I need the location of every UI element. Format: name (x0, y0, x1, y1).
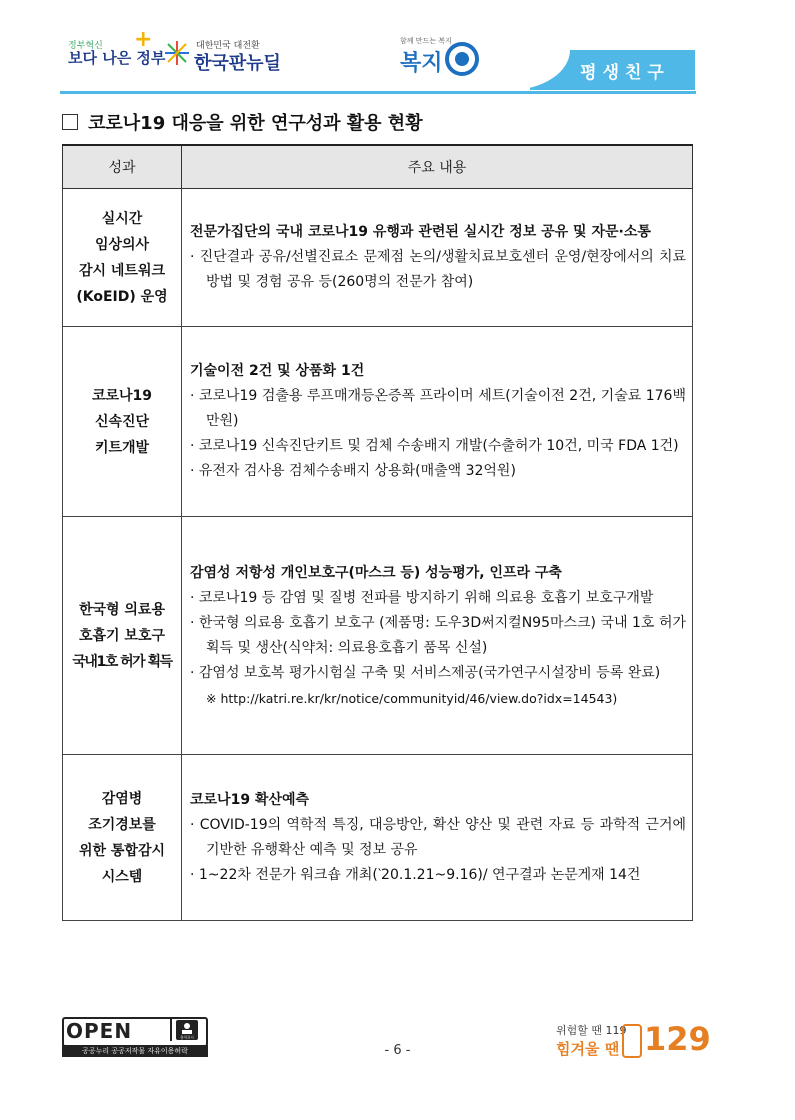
row-label-line: 신속진단 (94, 413, 150, 430)
hotline-big-text: 힘겨울 땐 (556, 1040, 620, 1058)
page-title (62, 109, 423, 135)
row-label-line: 조기경보를 (88, 816, 156, 833)
open-icon-label: 출처표시 (180, 1035, 194, 1040)
banner-title: 평생친구 (580, 63, 670, 83)
bullet-item: · 진단결과 공유/선별진료소 문제점 논의/생활치료보호센터 운영/현장에서의 치료방법 및 경험 공유 등(260명의 전문가 참여) (190, 249, 686, 290)
row-label-line: 임상의사 (94, 236, 150, 253)
column-header-content: 주요 내용 (182, 145, 693, 189)
bullet-item: · 코로나19 신속진단키트 및 검체 수송배지 개발(수출허가 10건, 미국 FDA 1건) (190, 438, 679, 454)
table-header-row (63, 145, 693, 189)
gov-innovation-logo (68, 27, 166, 67)
row-label-line: 감시 네트워크 (78, 262, 166, 279)
bullet-item: · 코로나19 검출용 루프매개등온증폭 프라이머 세트(기술이전 2건, 기술료 176백만원) (190, 388, 686, 429)
phone-icon (622, 1024, 642, 1058)
row-content (182, 327, 693, 517)
bullet-item: · 감염성 보호복 평가시험실 구축 및 서비스제공(국가연구시설장비 등록 완료) (190, 664, 661, 681)
welfare-main-text: 복지 (400, 51, 443, 76)
row-label (63, 189, 182, 327)
row-content (182, 755, 693, 921)
welfare-small-text: 함께 만드는 복지 (400, 37, 452, 45)
bullet-item: · COVID-19의 역학적 특징, 대응방안, 확산 양산 및 관련 자료 등 과학적 근거에 기반한 유행확산 예측 및 정보 공유 (190, 816, 686, 858)
bullet-item: · 코로나19 등 감염 및 질병 전파를 방지하기 위해 의료용 호흡기 보호구개발 (190, 589, 654, 606)
newdeal-small-text: 대한민국 대전환 (196, 41, 260, 51)
newdeal-main-text: 한국판뉴딜 (194, 53, 281, 74)
table-row (63, 327, 693, 517)
row-heading: 코로나19 확산예측 (190, 791, 310, 808)
hotline-logo (556, 1018, 711, 1064)
row-heading: 기술이전 2건 및 상품화 1건 (190, 363, 365, 379)
header-divider (60, 91, 696, 94)
row-label-line: 한국형 의료용 (78, 601, 166, 618)
row-label-line: 위한 통합감시 (78, 842, 166, 859)
swirl-icon (440, 42, 484, 76)
row-label-line: 시스템 (101, 868, 143, 885)
bullet-item: · 1~22차 전문가 워크숍 개최(‵20.1.21~9.16)/ 연구결과 논문게재 14건 (190, 866, 641, 883)
row-label (63, 327, 182, 517)
row-label-line: 키트개발 (94, 439, 150, 456)
hotline-number: 129 (644, 1020, 711, 1058)
table-row (63, 189, 693, 327)
row-label (63, 517, 182, 755)
header-logos (60, 27, 560, 84)
bullet-item: · 한국형 의료용 호흡기 보호구 (제품명: 도우3D써지컬N95마스크) 국내 1호 허가 획득 및 생산(식약처: 의료용호흡기 품목 신설) (190, 614, 686, 656)
reference-note: ※ http://katri.re.kr/kr/notice/communityid/46/view.do?idx=14543) (206, 690, 618, 706)
row-heading: 감염성 저항성 개인보호구(마스크 등) 성능평가, 인프라 구축 (190, 564, 562, 581)
row-content (182, 517, 693, 755)
row-label-line: 코로나19 (91, 387, 153, 404)
gov-logo-main-text: 보다 나은 정부 (68, 49, 166, 67)
page-number: - 6 - (384, 1043, 411, 1058)
table-row (63, 755, 693, 921)
page-title-text: 코로나19 대응을 위한 연구성과 활용 현황 (88, 113, 423, 134)
row-label-line: 감염병 (101, 790, 143, 807)
row-label (63, 755, 182, 921)
hotline-small-text: 위험할 땐 119 (556, 1024, 627, 1037)
burst-icon (164, 40, 190, 66)
results-table (62, 144, 693, 921)
bullet-item: · 유전자 검사용 검체수송배지 상용화(매출액 32억원) (190, 463, 516, 479)
open-logo-text: OPEN (66, 1019, 133, 1043)
person-icon (170, 1019, 202, 1041)
row-label-line: 호흡기 보호구 (78, 627, 166, 644)
column-header-result: 성과 (63, 145, 182, 189)
row-label-line: 실시간 (101, 210, 143, 227)
plus-icon: + (134, 27, 153, 52)
table-row (63, 517, 693, 755)
gov-logo-small-text: 정부혁신 (68, 41, 103, 51)
checkbox-icon (62, 114, 78, 130)
row-heading: 전문가집단의 국내 코로나19 유행과 관련된 실시간 정보 공유 및 자문·소통 (190, 224, 651, 240)
open-license-subtitle: 공공누리 공공저작물 자유이용허락 (62, 1045, 208, 1057)
row-content (182, 189, 693, 327)
row-label-line: 국내1호 허가 획득 (72, 653, 172, 670)
row-label-line: (KoEID) 운영 (76, 288, 168, 305)
